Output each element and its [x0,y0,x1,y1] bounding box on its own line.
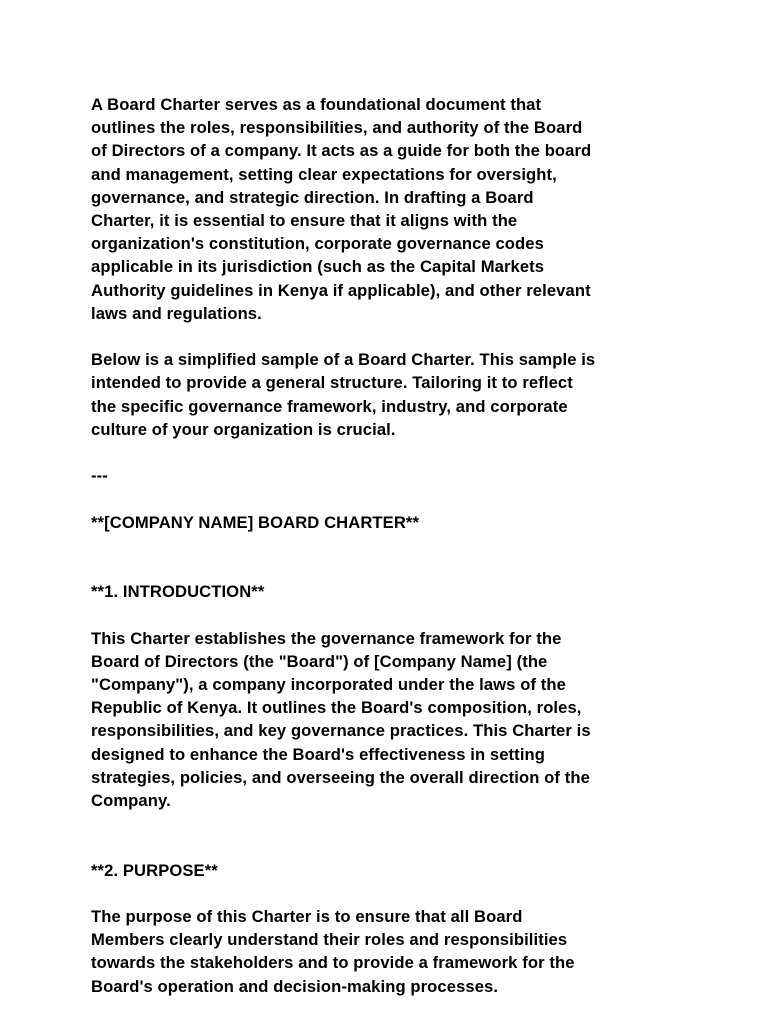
intro-paragraph: A Board Charter serves as a foundational document that outlines the roles, responsibilities, and authority of the Board of Directors of a company. It acts as a guide for both the board and management, setting clear expectations for oversight, governance, and strategic direction. In drafting a Board Charter, it is essential to ensure that it aligns with the organization's constitution, corporate governance codes applicable in its jurisdiction (such as the Capital Markets Authority guidelines in Kenya if applicable), and other relevant laws and regulations. [91,95,592,323]
section-body: This Charter establishes the governance framework for the Board of Directors (the "Board") of [Company Name] (the "Company"), a company incorporated under the laws of the Republic of Kenya. It outlines the Board's composition, roles, responsibilities, and key governance practices. This Charter is designed to enhance the Board's effectiveness in setting strategies, policies, and overseeing the overall direction of the Company. [91,628,591,811]
section-heading: **2. PURPOSE** [91,860,218,880]
charter-title: **[COMPANY NAME] BOARD CHARTER** [91,512,420,532]
document-page [91,93,691,1021]
sample-paragraph: Below is a simplified sample of a Board Charter. This sample is intended to provide a general structure. Tailoring it to reflect the specific governance framework, industry, and corporate culture of your organization is crucial. [91,350,596,439]
section-purpose [91,835,691,997]
section-body: The purpose of this Charter is to ensure that all Board Members clearly understand their roles and responsibilities towards the stakeholders and to provide a framework for the Board's operation and decision-making processes. [91,907,575,996]
separator: --- [91,466,108,486]
section-introduction [91,557,691,812]
section-heading: **1. INTRODUCTION** [91,582,265,602]
